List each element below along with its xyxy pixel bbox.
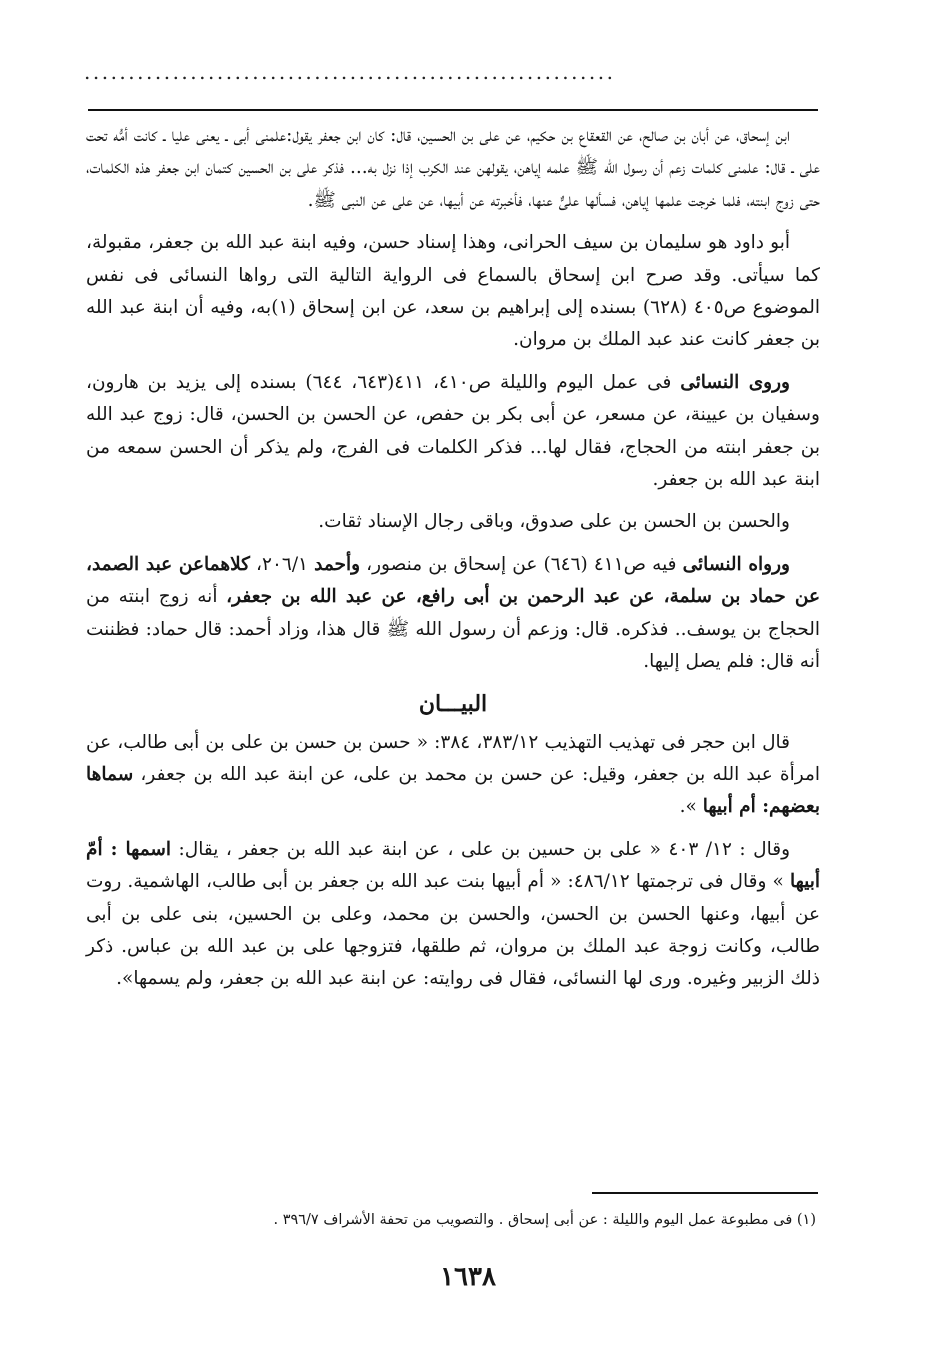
- bold-text: وأحمد: [314, 553, 361, 575]
- text-segment: ابن إسحاق، عن أبان بن صالح، عن القعقاع بن حكيم، عن على بن الحسين، قال: كان ابن جعفر يقول:علمنى أبى ـ يعنى عليا ـ كانت أمُّه تحت على ـ قال: علمنى كلمات زعم أن رسول الله ﷺ علمه إياهن، يقولهن عند الكرب إذا نزل به... فذكر على بن الحسين كتمان ابن جعفر هذه الكلمات، حتى زوج ابنته، فلما خرجت علمها إياهن، فسألها علىٌّ عنها، فأخبرته عن أبيها، عن على عن النبى ﷺ.: [86, 125, 820, 211]
- footnote-rule: [592, 1192, 818, 1194]
- text-segment: فيه ص٤١١ (٦٤٦) عن إسحاق بن منصور،: [360, 553, 683, 575]
- header-dotted-line: ............................................................: [84, 62, 616, 82]
- paragraph: [86, 549, 820, 679]
- bold-text: وروى النسائى: [680, 371, 790, 393]
- text-segment: أبو داود هو سليمان بن سيف الحرانى، وهذا إسناد حسن، وفيه ابنة عبد الله بن جعفر، مقبولة، كما سيأتى. وقد صرح ابن إسحاق بالسماع فى الرواية التالية التى رواها النسائى فى نفس الموضوع ص٤٠٥ (٦٢٨) بسنده إلى إبراهيم بن سعد، عن ابن إسحاق (١)به، وفيه أن ابنة عبد الله بن جعفر كانت عند عبد الملك بن مروان.: [86, 232, 821, 351]
- footnote: (١) فى مطبوعة عمل اليوم والليلة : عن أبى إسحاق . والتصويب من تحفة الأشراف ٣٩٦/٧ .: [273, 1212, 816, 1228]
- text-segment: أنه زوج ابنته من الحجاج بن يوسف.. فذكره. قال: وزعم أن رسول الله ﷺ قال هذا، وزاد أحمد: قال حماد: فظننت أنه قال: فلم يصل إليها.: [86, 586, 820, 673]
- paragraph: [86, 367, 820, 497]
- bold-text: اسمها : أمّ أبيها: [86, 838, 821, 893]
- text-segment: ٢٠٦/١،: [249, 553, 315, 575]
- paragraph: [86, 506, 820, 538]
- text-segment: فى عمل اليوم والليلة ص٤١٠، ٤١١(٦٤٣، ٦٤٤) بسنده إلى يزيد بن هارون، وسفيان بن عيينة، عن مسعر، عن أبى بكر بن حفص، عن الحسن بن الحسن، قال: زوج عبد الله بن جعفر ابنته من الحجاج، فقال لها... فذكر الكلمات فى الفرج، ولم يذكر أن الحسن سمعه من ابنة عبد الله بن جعفر.: [86, 371, 820, 491]
- paragraph: [86, 227, 820, 357]
- section-heading: البيـــان: [418, 690, 488, 717]
- header-rule: [88, 109, 818, 111]
- page-number: ١٦٣٨: [440, 1262, 496, 1292]
- paragraph: [86, 727, 820, 824]
- bold-text: كلاهماعن عبد الصمد، عن حماد بن سلمة، عن عبد الرحمن بن أبى رافع، عن عبد الله بن جعفر،: [86, 553, 820, 608]
- text-segment: » وقال فى ترجمتها ٤٨٦/١٢: « أم أبيها بنت عبد الله بن جعفر بن أبى طالب، الهاشمية. روت عن أبيها، وعنها الحسن بن الحسن، والحسن بن محمد، وعلى بن الحسين، بنى على بن أبى طالب، وكانت زوجة عبد الملك بن مروان، ثم طلقها، فتزوجها على بن عبد الله بن عباس. ذكر ذلك الزبير وغيره. ورى لها النسائى، فقال فى روايته: عن ابنة عبد الله بن جعفر، ولم يسمها».: [86, 871, 820, 990]
- text-segment: والحسن بن الحسن بن على صدوق، وباقى رجال الإسناد ثقات.: [318, 511, 790, 533]
- text-segment: قال ابن حجر فى تهذيب التهذيب ٣٨٣/١٢، ٣٨٤: « حسن بن حسن بن على بن أبى طالب، عن امرأة عبد الله بن جعفر، وقيل: عن حسن بن محمد بن على، عن ابنة عبد الله بن جعفر،: [86, 731, 820, 785]
- paragraph: [86, 120, 820, 217]
- bold-text: ورواه النسائى: [682, 553, 790, 575]
- text-segment: وقال : ١٢/ ٤٠٣ « على بن حسين بن على ، عن ابنة عبد الله بن جعفر ، يقال:: [171, 838, 790, 860]
- bold-text: سماها بعضهم: أم أبيها: [86, 763, 820, 818]
- text-segment: ».: [679, 796, 703, 818]
- paragraph: [86, 834, 820, 996]
- main-text: [86, 120, 820, 1006]
